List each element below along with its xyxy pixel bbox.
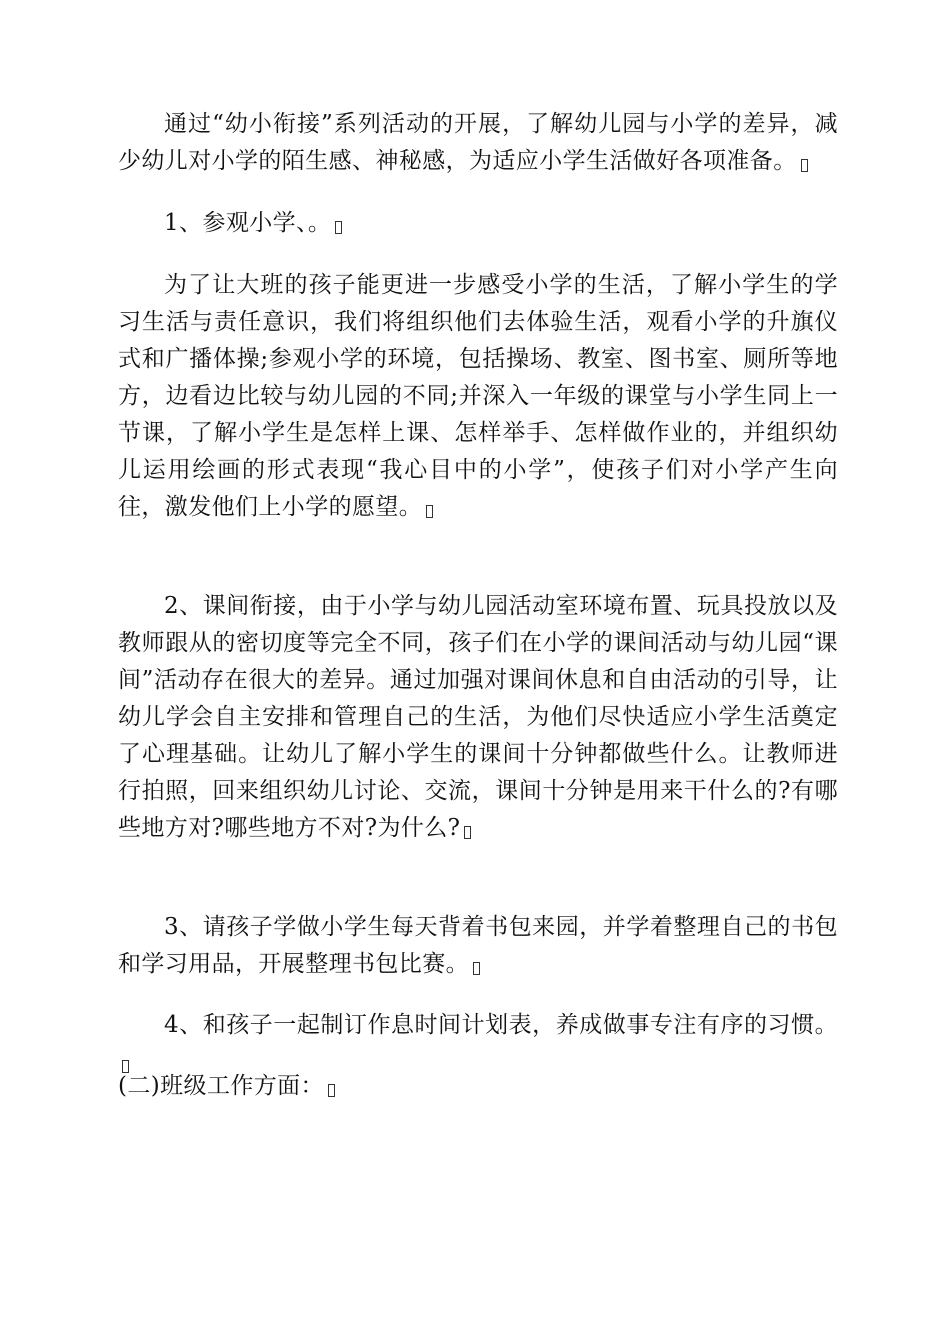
paragraph-mark-icon bbox=[473, 962, 480, 975]
paragraph-text: 2、课间衔接，由于小学与幼儿园活动室环境布置、玩具投放以及教师跟从的密切度等完全不同，孩子们在小学的课间活动与幼儿园“课间”活动存在很大的差异。通过加强对课间休息和自由活动的引导，让幼儿学会自主安排和管理自己的生活，为他们尽快适应小学生活奠定了心理基础。让幼儿了解小学生的课间十分钟都做些什么。让教师进行拍照，回来组织幼儿讨论、交流，课间十分钟是用来干什么的?有哪些地方对?哪些地方不对?为什么? bbox=[118, 593, 838, 841]
paragraph-mark-icon bbox=[328, 1084, 335, 1097]
paragraph-item-3 bbox=[118, 909, 838, 983]
paragraph-item-2 bbox=[118, 588, 838, 847]
paragraph-intro bbox=[118, 106, 838, 180]
paragraph-mark-icon bbox=[335, 221, 342, 234]
section-heading-class-work bbox=[118, 1068, 838, 1105]
paragraph-text: 3、请孩子学做小学生每天背着书包来园，并学着整理自己的书包和学习用品，开展整理书包比赛。 bbox=[118, 914, 838, 977]
paragraph-text: 通过“幼小衔接”系列活动的开展，了解幼儿园与小学的差异，减少幼儿对小学的陌生感、神秘感，为适应小学生活做好各项准备。 bbox=[118, 111, 838, 174]
paragraph-text: 1、参观小学、。 bbox=[164, 210, 332, 236]
paragraph-mark-icon bbox=[464, 826, 471, 839]
paragraph-item-1-detail bbox=[118, 267, 838, 526]
paragraph-mark-icon bbox=[426, 505, 433, 518]
paragraph-mark-icon bbox=[801, 159, 808, 172]
heading-text: (二)班级工作方面： bbox=[118, 1073, 324, 1099]
paragraph-item-1 bbox=[118, 205, 838, 242]
paragraph-text: 为了让大班的孩子能更进一步感受小学的生活，了解小学生的学习生活与责任意识，我们将组织他们去体验生活，观看小学的升旗仪式和广播体操;参观小学的环境，包括操场、教室、图书室、厕所等地方，边看边比较与幼儿园的不同;并深入一年级的课堂与小学生同上一节课，了解小学生是怎样上课、怎样举手、怎样做作业的，并组织幼儿运用绘画的形式表现“我心目中的小学”，使孩子们对小学产生向往，激发他们上小学的愿望。 bbox=[118, 272, 838, 520]
paragraph-text: 4、和孩子一起制订作息时间计划表，养成做事专注有序的习惯。 bbox=[164, 1012, 838, 1038]
